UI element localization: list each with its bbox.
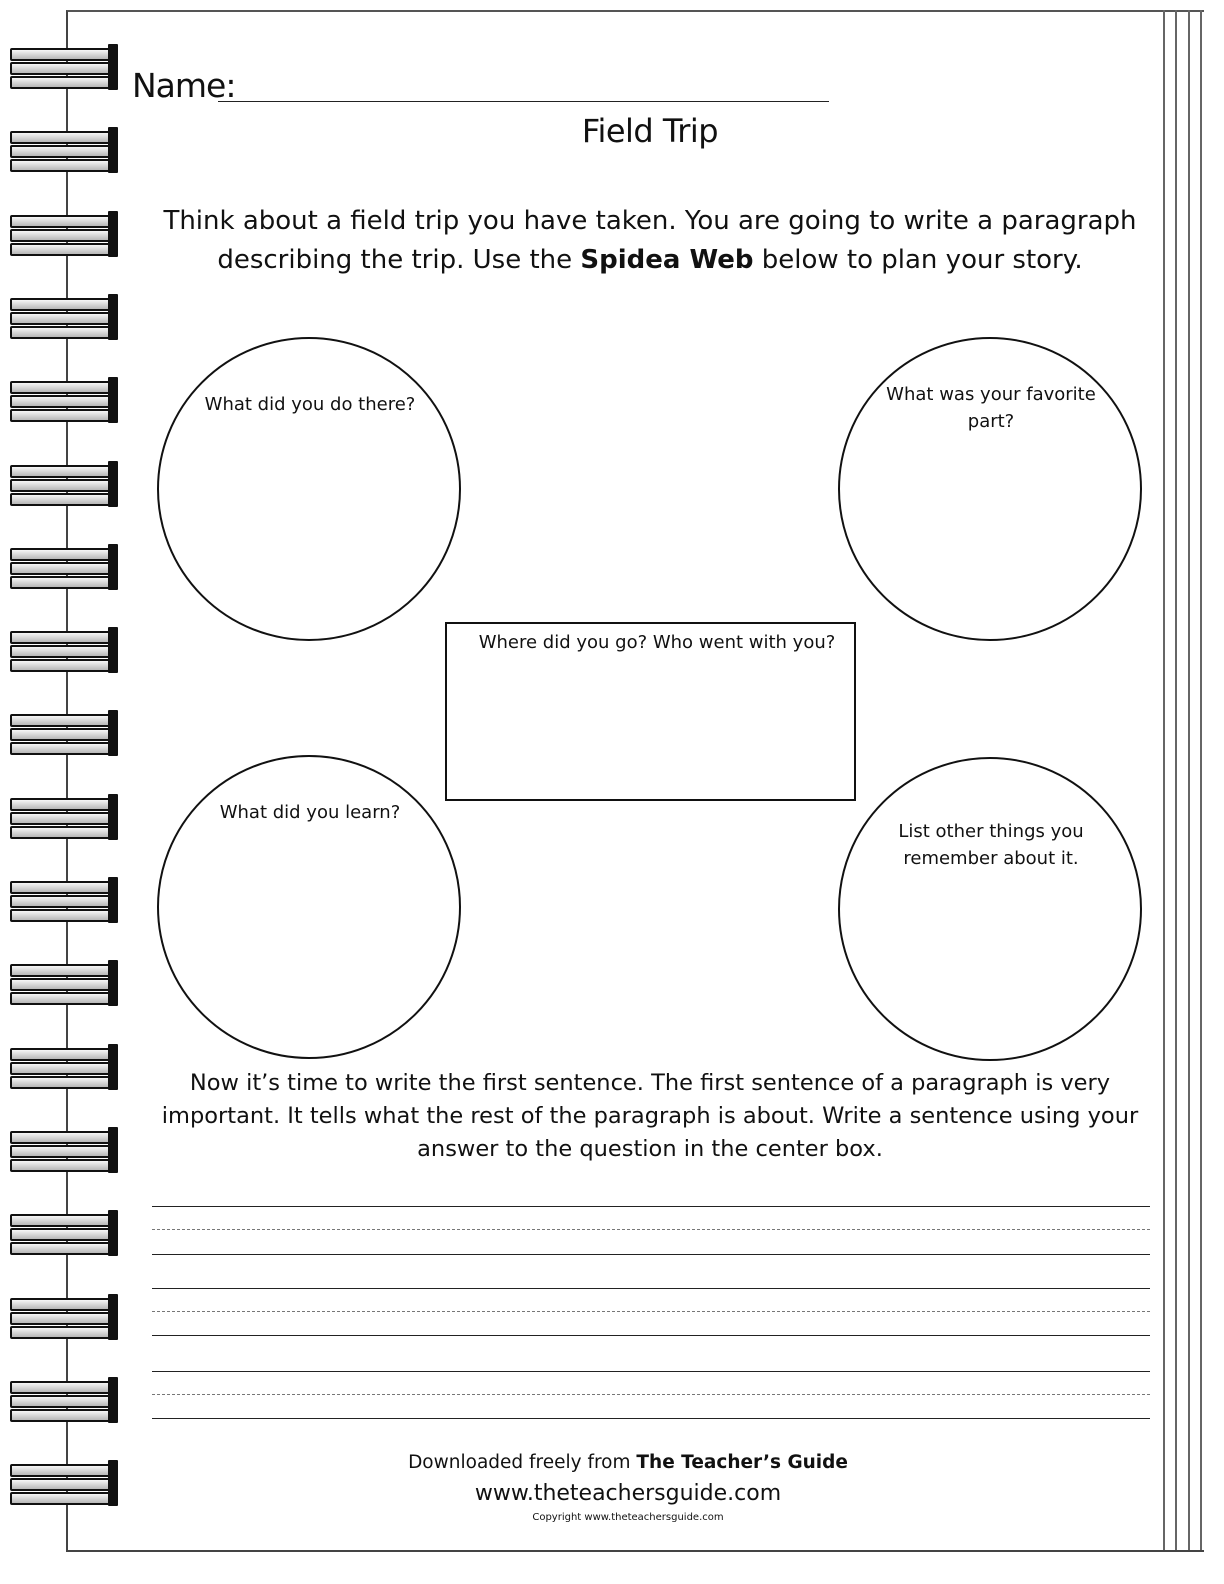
spiral-ring	[8, 877, 120, 923]
writing-line[interactable]	[152, 1418, 1150, 1419]
spiral-ring	[8, 960, 120, 1006]
worksheet-title: Field Trip	[581, 112, 719, 150]
intro-bold: Spidea Web	[580, 245, 754, 275]
writing-line[interactable]	[152, 1335, 1150, 1336]
website-link[interactable]: www.theteachersguide.com	[474, 1481, 782, 1506]
web-label-top-left: What did you do there?	[204, 394, 416, 415]
prompt-line-3: answer to the question in the center box.	[417, 1136, 883, 1162]
web-circle-bottom-right[interactable]	[838, 757, 1142, 1061]
web-label-bottom-right-line2: remember about it.	[903, 848, 1079, 869]
spiral-ring	[8, 627, 120, 673]
name-input-line[interactable]	[218, 101, 829, 102]
spiral-ring	[8, 377, 120, 423]
spiral-ring	[8, 461, 120, 507]
web-label-bottom-left: What did you learn?	[219, 802, 401, 823]
intro-part2: below to plan your story.	[753, 245, 1083, 275]
spiral-ring	[8, 710, 120, 756]
writing-line[interactable]	[152, 1371, 1150, 1372]
web-label-top-right-line1: What was your favorite	[886, 384, 1096, 405]
spiral-ring	[8, 1210, 120, 1256]
intro-part1: Think about a field trip you have taken. You are going to write a paragraph describing the trip. Use the	[163, 206, 1137, 275]
margin-line	[1163, 10, 1165, 1550]
writing-line[interactable]	[152, 1254, 1150, 1255]
prompt-line-1: Now it’s time to write the first sentence. The first sentence of a paragraph is very	[189, 1070, 1111, 1096]
prompt-line-2: important. It tells what the rest of the paragraph is about. Write a sentence using your	[161, 1103, 1139, 1129]
sentence-prompt	[150, 1067, 1150, 1166]
spiral-ring	[8, 1377, 120, 1423]
spiral-ring	[8, 294, 120, 340]
download-credit	[300, 1452, 956, 1473]
spiral-ring	[8, 1127, 120, 1173]
spiral-ring	[8, 1044, 120, 1090]
web-label-bottom-right	[846, 818, 1136, 872]
spiral-ring	[8, 794, 120, 840]
writing-guide-line	[152, 1229, 1150, 1230]
writing-line[interactable]	[152, 1288, 1150, 1289]
spiral-ring	[8, 544, 120, 590]
download-prefix: Downloaded freely from	[408, 1452, 637, 1473]
spiral-binding	[8, 44, 120, 1524]
copyright-text: Copyright www.theteachersguide.com	[532, 1512, 724, 1523]
web-label-top-right-line2: part?	[967, 411, 1015, 432]
web-label-center: Where did you go? Who went with you?	[478, 632, 836, 653]
web-label-top-right	[846, 381, 1136, 435]
writing-line[interactable]	[152, 1206, 1150, 1207]
web-label-bottom-right-line1: List other things you	[898, 821, 1084, 842]
spiral-ring	[8, 1294, 120, 1340]
name-label: Name:	[132, 66, 236, 105]
margin-line	[1175, 10, 1177, 1550]
margin-line	[1188, 10, 1190, 1550]
margin-line	[1200, 10, 1202, 1550]
writing-guide-line	[152, 1394, 1150, 1395]
intro-text	[150, 202, 1150, 280]
download-source: The Teacher’s Guide	[636, 1452, 848, 1473]
spiral-ring	[8, 44, 120, 90]
spiral-ring	[8, 211, 120, 257]
web-circle-top-left[interactable]	[157, 337, 461, 641]
spiral-ring	[8, 127, 120, 173]
spiral-ring	[8, 1460, 120, 1506]
writing-guide-line	[152, 1311, 1150, 1312]
